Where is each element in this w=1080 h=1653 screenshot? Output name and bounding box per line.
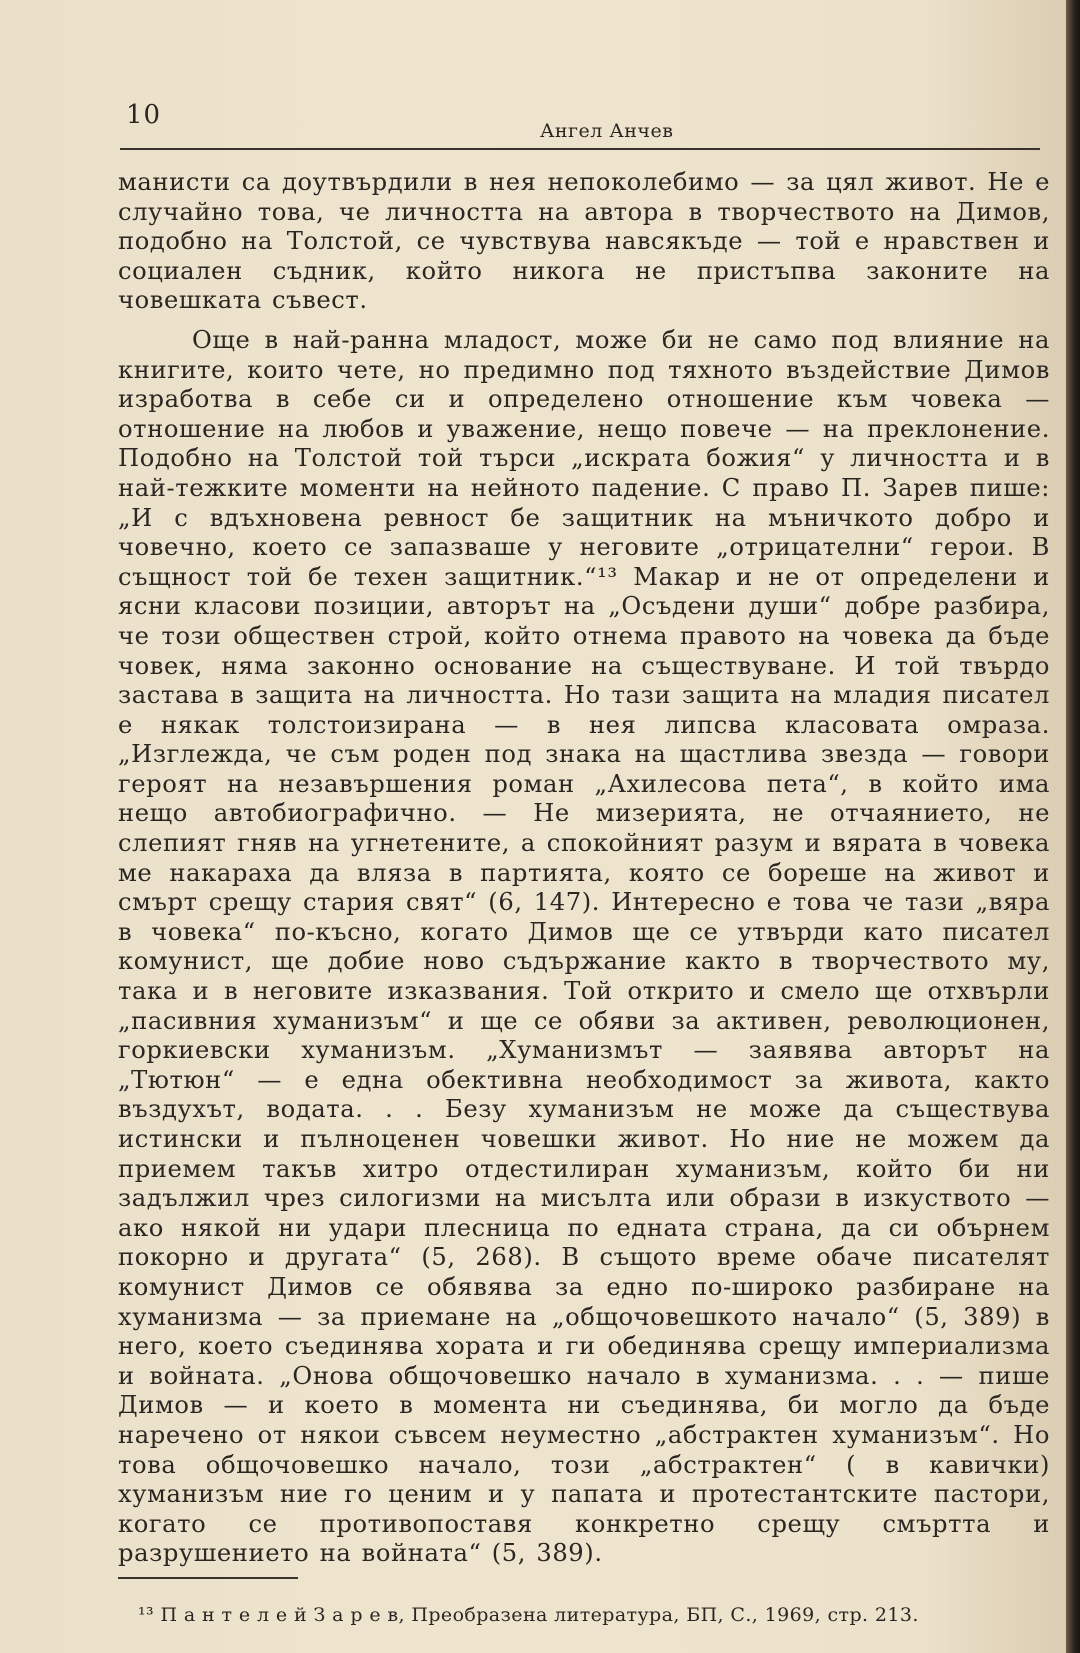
body-text <box>118 168 1050 1569</box>
running-head-author: Ангел Анчев <box>540 120 674 142</box>
paragraph-1: манисти са доутвърдили в нея непоколебимо — за цял живот. Не е случайно това, че личността на автора в творчеството на Димов, подобно на Толстой, се чувствува навсякъде — той е нравствен и социален съдник, който никога не пристъпва законите на човешката съвест. <box>118 168 1050 315</box>
header-rule <box>120 148 1040 150</box>
page-edge-shadow <box>1066 0 1080 1653</box>
paragraph-2: Още в най-ранна младост, може би не само под влияние на книгите, които чете, но предимно под тяхното въздействие Димов изработва в себе си и определено отношение към човека — отношение на любов и уважение, нещо повече — на преклонение. Подобно на Толстой той търси „искрата божия“ у личността и в най-тежките моменти на нейното падение. С право П. Зарев пише: „И с вдъхновена ревност бе защитник на мъничкото добро и човечно, което се запазваше у неговите „отрицателни“ герои. В същност той бе техен защитник.“¹³ Макар и не от определени и ясни класови позиции, авторът на „Осъдени души“ добре разбира, че този обществен строй, който отнема правото на човека да бъде човек, няма законно основание на съществуване. И той твърдо застава в защита на личността. Но тази защита на младия писател е някак толстоизирана — в нея липсва класовата омраза. „Изглежда, че съм роден под знака на щастлива звезда — говори героят на незавършения роман „Ахилесова пета“, в който има нещо автобиографично. — Не мизерията, не отчаянието, не слепият гняв на угнетените, а спокойният разум и вярата в човека ме накараха да вляза в партията, която се бореше на живот и смърт срещу стария свят“ (6, 147). Интересно е това че тази „вяра в човека“ по-късно, когато Димов ще се утвърди като писател комунист, ще добие ново съдържание както в творчеството му, така и в неговите изказвания. Той открито и смело ще отхвърли „пасивния хуманизъм“ и ще се обяви за активен, революционен, горкиевски хуманизъм. „Хуманизмът — заявява авторът на „Тютюн“ — е една обективна необходимост за живота, както въздухът, водата. . . Безу хуманизъм не може да съществува истински и пълноценен човешки живот. Но ние не можем да приемем такъв хитро отдестилиран хуманизъм, който би ни задължил чрез силогизми на мисълта или образи в изкуството — ако някой ни удари плесница по едната страна, да си обърнем покорно и другата“ (5, 268). В същото време обаче писателят комунист Димов се обявява за едно по-широко разбиране на хуманизма — за приемане на „общочовешкото начало“ (5, 389) в него, което съединява хората и ги обединява срещу империализма и войната. „Онова общочовешко начало в хуманизма. . . — пише Димов — и което в момента ни съединява, би могло да бъде наречено от някои съвсем неуместно „абстрактен хуманизъм“. Но това общочовешко начало, този „абстрактен“ ( в кавички) хуманизъм ние го ценим и у папата и протестантските пастори, когато се противопоставя конкретно срещу смъртта и разрушението на войната“ (5, 389). <box>118 325 1050 1568</box>
footnote-13: ¹³ П а н т е л е й З а р е в, Преобразена литература, БП, С., 1969, стр. 213. <box>138 1604 919 1626</box>
footnote-rule <box>118 1577 298 1579</box>
page-number: 10 <box>126 100 162 130</box>
page-header <box>120 96 1060 160</box>
